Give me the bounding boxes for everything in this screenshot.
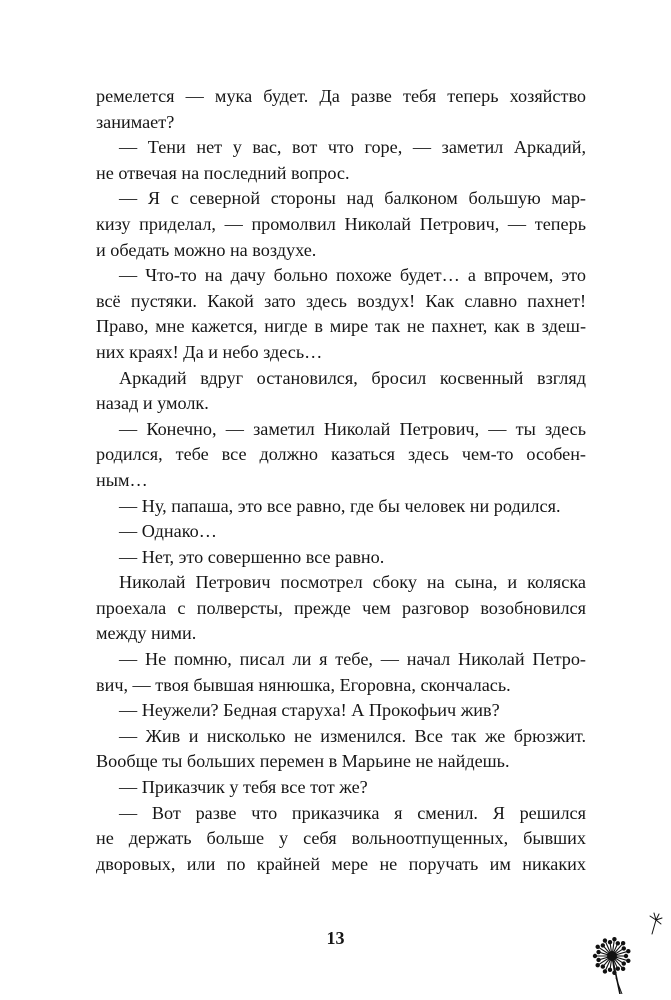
paragraph bbox=[96, 494, 586, 520]
text-line: — Приказчик у тебя все тот же? bbox=[119, 777, 368, 798]
paragraph bbox=[96, 263, 586, 365]
paragraph bbox=[96, 545, 586, 571]
text-line: — Однако… bbox=[119, 521, 217, 542]
text-line: проехала с полверсты, прежде чем разговор возобновился bbox=[96, 597, 586, 618]
paragraph bbox=[96, 775, 586, 801]
dandelion-icon bbox=[582, 908, 668, 994]
paragraph bbox=[96, 801, 586, 878]
text-line: занимает? bbox=[96, 111, 175, 132]
text-line: всё пустяки. Какой зато здесь воздух! Как славно пахнет! bbox=[96, 290, 586, 311]
text-line: них краях! Да и небо здесь… bbox=[96, 341, 323, 362]
text-line: — Вот разве что приказчика я сменил. Я решился bbox=[119, 802, 586, 823]
text-line: назад и умолк. bbox=[96, 393, 209, 414]
text-line: Вообще ты больших перемен в Марьине не найдешь. bbox=[96, 751, 510, 772]
body-text bbox=[96, 84, 586, 877]
paragraph bbox=[96, 417, 586, 494]
text-line: — Нет, это совершенно все равно. bbox=[119, 546, 385, 567]
text-line: — Неужели? Бедная старуха! А Прокофьич жив? bbox=[119, 700, 500, 721]
paragraph bbox=[96, 135, 586, 186]
text-line: вич, — твоя бывшая нянюшка, Егоровна, скончалась. bbox=[96, 674, 511, 695]
paragraph bbox=[96, 698, 586, 724]
text-line: и обедать можно на воздухе. bbox=[96, 239, 317, 260]
text-line: — Что-то на дачу больно похоже будет… а впрочем, это bbox=[119, 265, 586, 286]
text-line: — Конечно, — заметил Николай Петрович, — ты здесь bbox=[119, 418, 586, 439]
text-line: ным… bbox=[96, 469, 148, 490]
text-line: — Не помню, писал ли я тебе, — начал Николай Петро- bbox=[119, 649, 586, 670]
paragraph bbox=[96, 647, 586, 698]
text-line: не держать больше у себя вольноотпущенных, бывших bbox=[96, 828, 586, 849]
text-line: не отвечая на последний вопрос. bbox=[96, 162, 350, 183]
text-line: кизу приделал, — промолвил Николай Петрович, — теперь bbox=[96, 213, 586, 234]
paragraph bbox=[96, 84, 586, 135]
paragraph bbox=[96, 570, 586, 647]
text-line: между ними. bbox=[96, 623, 197, 644]
text-line: дворовых, или по крайней мере не поручать им никаких bbox=[96, 853, 586, 874]
paragraph bbox=[96, 186, 586, 263]
text-line: ремелется — мука будет. Да разве тебя теперь хозяйство bbox=[96, 86, 586, 106]
text-line: — Ну, папаша, это все равно, где бы человек ни родился. bbox=[119, 495, 561, 516]
text-line: Николай Петрович посмотрел сбоку на сына, и коляска bbox=[119, 572, 586, 593]
paragraph bbox=[96, 519, 586, 545]
paragraph bbox=[96, 724, 586, 775]
page-number: 13 bbox=[326, 928, 345, 948]
text-line: — Тени нет у вас, вот что горе, — заметил Аркадий, bbox=[119, 137, 586, 158]
paragraph bbox=[96, 366, 586, 417]
text-line: родился, тебе все должно казаться здесь чем-то особен- bbox=[96, 444, 586, 465]
text-line: Аркадий вдруг остановился, бросил косвенный взгляд bbox=[119, 367, 586, 388]
text-line: Право, мне кажется, нигде в мире так не пахнет, как в здеш- bbox=[96, 316, 586, 337]
text-line: — Я с северной стороны над балконом большую мар- bbox=[119, 188, 586, 209]
text-line: — Жив и нисколько не изменился. Все так же брюзжит. bbox=[119, 725, 586, 746]
